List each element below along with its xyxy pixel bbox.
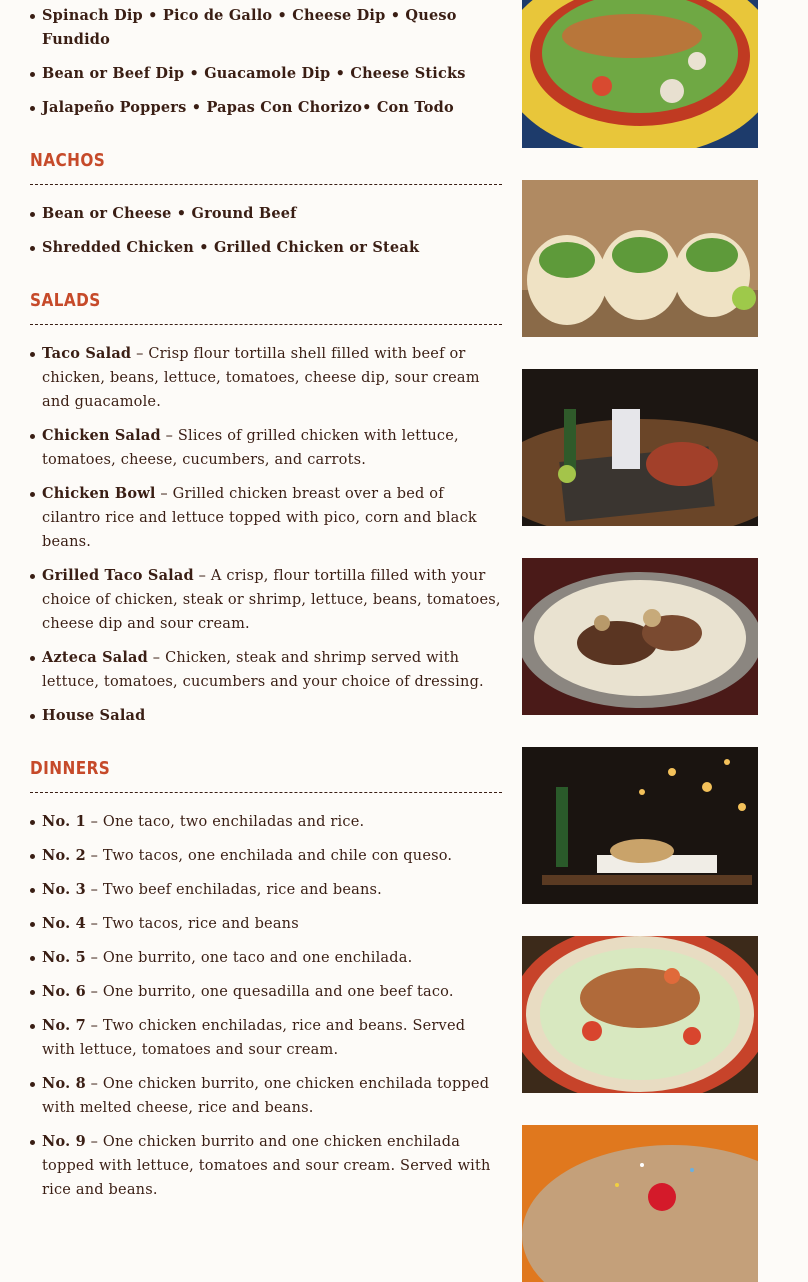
nachos-heading: NACHOS	[30, 150, 106, 171]
item-description: – A crisp, flour tortilla filled with your choice of chicken, steak or shrimp, lettuce, beans, tomatoes, cheese dip and sour cream.	[42, 568, 501, 632]
list-item	[30, 342, 502, 414]
item-description: – One taco, two enchiladas and rice.	[85, 814, 365, 830]
list-item	[30, 424, 502, 472]
list-item	[30, 1130, 502, 1202]
item-description: – Two beef enchiladas, rice and beans.	[85, 882, 382, 898]
list-item	[30, 946, 502, 970]
item-description: – One chicken burrito and one chicken enchilada topped with lettuce, tomatoes and sour cream. Served with rice and beans.	[42, 1134, 491, 1198]
tacos-photo[interactable]	[522, 180, 758, 337]
item-description: – Two chicken enchiladas, rice and beans. Served with lettuce, tomatoes and sour cream.	[42, 1018, 466, 1058]
list-item: Spinach Dip • Pico de Gallo • Cheese Dip • Queso Fundido	[30, 4, 502, 52]
list-item	[30, 1014, 502, 1062]
dessert-photo[interactable]	[522, 1125, 758, 1282]
list-item	[30, 482, 502, 554]
fajita-photo[interactable]	[522, 558, 758, 715]
list-item	[30, 912, 502, 936]
list-item	[30, 980, 502, 1004]
item-name: No. 9	[42, 1133, 86, 1150]
nachos-list	[30, 202, 502, 260]
salads-heading: SALADS	[30, 290, 101, 311]
divider	[30, 792, 502, 793]
list-item	[30, 878, 502, 902]
item-name: No. 8	[42, 1075, 86, 1092]
item-name: Chicken Bowl	[42, 485, 156, 502]
grilled-salad-photo[interactable]	[522, 936, 758, 1093]
item-description: – One burrito, one quesadilla and one beef taco.	[85, 984, 454, 1000]
item-name: Azteca Salad	[42, 649, 148, 666]
item-name: House Salad	[42, 707, 146, 724]
menu-column	[30, 0, 502, 1212]
item-name: No. 4	[42, 915, 86, 932]
list-item: Bean or Cheese • Ground Beef	[30, 202, 502, 226]
item-name: No. 2	[42, 847, 86, 864]
salad-photo[interactable]	[522, 0, 758, 148]
item-name: No. 6	[42, 983, 86, 1000]
list-item: Shredded Chicken • Grilled Chicken or Steak	[30, 236, 502, 260]
item-description: – Two tacos, one enchilada and chile con queso.	[85, 848, 453, 864]
list-item: Bean or Beef Dip • Guacamole Dip • Cheese Sticks	[30, 62, 502, 86]
item-name: Taco Salad	[42, 345, 132, 362]
list-item	[30, 844, 502, 868]
dips-list	[30, 4, 502, 120]
item-name: No. 1	[42, 813, 86, 830]
item-description: – Crisp flour tortilla shell filled with beef or chicken, beans, lettuce, tomatoes, cheese dip, sour cream and guacamole.	[42, 346, 480, 410]
dinners-list	[30, 810, 502, 1202]
list-item	[30, 1072, 502, 1120]
taco-plate-photo[interactable]	[522, 747, 758, 904]
dinners-heading: DINNERS	[30, 758, 111, 779]
item-description: – Two tacos, rice and beans	[85, 916, 299, 932]
list-item	[30, 564, 502, 636]
item-description: – Slices of grilled chicken with lettuce, tomatoes, cheese, cucumbers, and carrots.	[42, 428, 459, 468]
divider	[30, 324, 502, 325]
item-description: – One burrito, one taco and one enchilada.	[85, 950, 413, 966]
list-item	[30, 646, 502, 694]
list-item	[30, 810, 502, 834]
item-name: Chicken Salad	[42, 427, 161, 444]
item-name: Grilled Taco Salad	[42, 567, 194, 584]
item-name: No. 3	[42, 881, 86, 898]
salads-list	[30, 342, 502, 728]
item-name: No. 5	[42, 949, 86, 966]
chicken-bowl-photo[interactable]	[522, 369, 758, 526]
item-name: No. 7	[42, 1017, 86, 1034]
item-description: – Grilled chicken breast over a bed of cilantro rice and lettuce topped with pico, corn and black beans.	[42, 486, 477, 550]
list-item: Jalapeño Poppers • Papas Con Chorizo• Con Todo	[30, 96, 502, 120]
item-description: – Chicken, steak and shrimp served with lettuce, tomatoes, cucumbers and your choice of dressing.	[42, 650, 484, 690]
divider	[30, 184, 502, 185]
item-description: – One chicken burrito, one chicken enchilada topped with melted cheese, rice and beans.	[42, 1076, 490, 1116]
list-item	[30, 704, 502, 728]
